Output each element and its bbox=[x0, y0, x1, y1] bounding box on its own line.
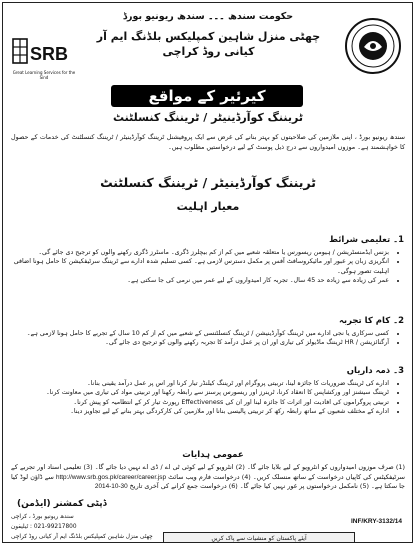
contact-phone: 021-99217800 : ٹیلیفون bbox=[11, 524, 77, 530]
career-banner: کیرئیر کے مواقع bbox=[111, 85, 303, 107]
instructions-paragraph bbox=[11, 463, 405, 492]
experience-list bbox=[11, 329, 401, 348]
education-list bbox=[11, 248, 401, 286]
education-heading: 1۔ تعلیمی شرائط bbox=[329, 235, 404, 245]
instructions-text: (1) صرف موزوں امیدواروں کو انٹرویو کے لیے بلایا جائے گا۔ (2) انٹرویو کے لیے کوئی ٹی اے / ڈی اے نہیں دیا جائے گا۔ (3) تعلیمی اسناد اور تجربے کے سرٹیفکیٹس کی کاپیاں درخواست کے ساتھ منسلک کریں۔ (4) درخواست فارم ویب سائٹ bbox=[11, 463, 405, 481]
criteria-title: معیار اہلیت bbox=[176, 200, 240, 213]
intro-paragraph: سندھ ریونیو بورڈ ، اپنی ملازمین کی صلاحیتوں کو بہتر بنانے کی غرض سے ایک پروفیشنل ٹریننگ کوآرڈینیٹر / ٹریننگ کنسلٹنٹ کی خدمات کے حصول کا خواہشمند ہے۔ موزوں امیدواروں سے درج ذیل پوسٹ کے لیے درخواستیں مطلوب ہیں۔ bbox=[11, 133, 405, 151]
education-item: • عمر کی زیادہ سے زیادہ حد 45 سال۔ تجربہ کار امیدواروں کے لیے عمر میں نرمی کی جا سکتی ہے۔ bbox=[11, 276, 389, 285]
experience-item: • کسی سرکاری یا نجی ادارے میں ٹریننگ کوآرڈینیشن / ٹریننگ کنسلٹنسی کے شعبے میں کم از کم 10 سال کے تجربے کا حامل ہونا لازمی ہے۔ bbox=[11, 329, 389, 338]
srb-emblem-icon bbox=[13, 39, 27, 63]
instructions-text-after: سے ڈاؤن لوڈ کیا جا سکتا ہے۔ (5) نامکمل درخواستوں پر غور نہیں کیا جائے گا۔ (6) درخواست جمع کرانے کی آخری تاریخ bbox=[11, 472, 405, 490]
office-address-header: چھٹی منزل شاہین کمپلیکس بلڈنگ ایم آر کیانی روڈ کراچی bbox=[96, 30, 321, 58]
reference-number: INF/KRY-3132/14 bbox=[350, 518, 402, 525]
duty-item: • ادارے کی ٹریننگ ضروریات کا جائزہ لینا، تربیتی پروگرام اور ٹریننگ کیلنڈر تیار کرنا اور اس پر عمل درآمد یقینی بنانا۔ bbox=[11, 379, 389, 388]
footer-slogan: آیئے پاکستان کو منشیات سے پاک کریں bbox=[163, 532, 355, 543]
signatory: ڈپٹی کمشنر (ایڈمن) bbox=[17, 499, 107, 509]
srb-logo-text: SRB bbox=[30, 44, 69, 64]
career-url-link[interactable]: http://www.srb.gos.pk/career/career.jsp bbox=[55, 473, 167, 481]
srb-logo bbox=[11, 33, 73, 73]
duty-item: • ٹریننگ سیشنز اور ورکشاپس کا انعقاد کرنا، ٹرینرز اور ریسورس پرسنز سے رابطہ رکھنا اور تربیتی مواد کی تیاری میں معاونت کرنا۔ bbox=[11, 388, 389, 397]
education-item: • بزنس ایڈمنسٹریشن / ہیومن ریسورس یا متعلقہ شعبے میں کم از کم بیچلرز ڈگری۔ ماسٹرز ڈگری رکھنے والوں کو ترجیح دی جائے گی۔ bbox=[11, 248, 389, 257]
advertisement-page bbox=[2, 2, 413, 543]
experience-item: • آرگنائزیشن / HR ٹریننگ ماڈیولز کی تیاری اور ان پر عمل درآمد کا تجربہ رکھنے والوں کو ترجیح دی جائے گی۔ bbox=[11, 338, 389, 347]
duty-item: • ادارے کے مختلف شعبوں کے ساتھ رابطہ رکھ کر تربیتی پالیسی بنانا اور ملازمین کی کارکردگی بہتر بنانے کے لیے تجاویز دینا۔ bbox=[11, 407, 389, 416]
duties-heading: 3۔ ذمہ داریاں bbox=[346, 366, 404, 376]
education-item: • انگریزی زبان پر عبور اور مائیکروسافٹ آفس پر مکمل دسترس لازمی ہے۔ کسی تسلیم شدہ ادارے سے ٹریننگ سرٹیفکیشن کا حامل ہونا اضافی اہلیت تصور ہوگی۔ bbox=[11, 257, 389, 276]
position-title: ٹریننگ کوآرڈینیٹر / ٹریننگ کنسلٹنٹ bbox=[100, 175, 316, 190]
contact-address-1: سندھ ریونیو بورڈ ، کراچی bbox=[11, 514, 74, 520]
duty-item: • تربیتی پروگراموں کی افادیت اور اثرات کا جائزہ لینا اور ان کی Effectiveness رپورٹ تیار کر کے انتظامیہ کو پیش کرنا۔ bbox=[11, 398, 389, 407]
banner-subtitle: ٹریننگ کوآرڈینیٹر / ٹریننگ کنسلٹنٹ bbox=[113, 111, 303, 124]
government-line: حکومت سندھ ۔۔۔ سندھ ریونیو بورڈ bbox=[122, 11, 294, 22]
deadline-date: 30-10-2014 bbox=[94, 483, 128, 490]
instructions-heading: عمومی ہدایات bbox=[182, 450, 244, 460]
government-seal-icon bbox=[344, 17, 402, 75]
srb-tagline: Great Learning Services for the Sind bbox=[12, 70, 76, 80]
contact-address-2: چھٹی منزل شاہین کمپلیکس بلڈنگ ایم آر کیانی روڈ کراچی bbox=[11, 534, 153, 540]
duties-list bbox=[11, 379, 401, 417]
experience-heading: 2۔ کام کا تجربہ bbox=[338, 316, 404, 326]
